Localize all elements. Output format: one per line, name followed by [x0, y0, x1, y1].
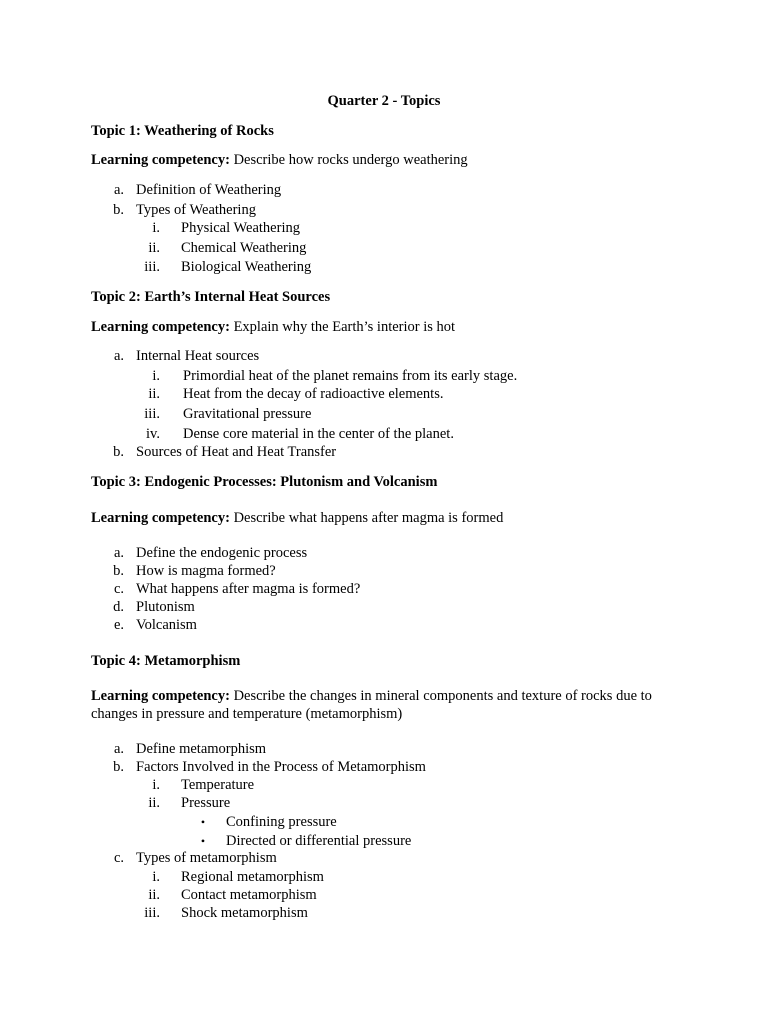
- competency-text: Describe how rocks undergo weathering: [233, 152, 468, 168]
- competency-label: Learning competency:: [91, 152, 230, 168]
- document-page: Quarter 2 - Topics Topic 1: Weathering of Rocks Learning competency: Describe how rocks undergo weathering a. Definition of Weathering b. Types of Weathering i. Physical Weathering ii. Chemical Weathering iii. Biological Weathering Topic 2: Earth’s Internal Heat Sources Learning competency: Explain why the Earth’s interior is hot a. Internal Heat sources i. Primordial heat of the planet remains from its early stage. ii. Heat from the decay of radioactive elements. iii. Gravitational pressure iv. Dense core material in the center of the planet. b. Sources of Heat and Heat Transfer Topic 3: Endogenic Processes: Plutonism and Volcanism Learning competency: Describe what happens after magma is formed a. Define the endogenic process b. How is magma formed? c. What happens after magma is formed? d. Plutonism e. Volcanism Topic 4: Metamorphism Learning competency: Describe the changes in mineral components and texture of rocks due to changes in pressure and temperature (metamorphism) a. Define metamorphism b. Factors Involved in the Process of Metamorphism i. Temperature ii. Pressure • Confining pressure • Directed or differential pressure c. Types of metamorphism i. Regional metamorphism ii. Contact metamorphism iii. Shock metamorphism: [0, 0, 768, 1024]
- topic-1-heading: Topic 1: Weathering of Rocks: [91, 123, 274, 139]
- topic-4-competency: [91, 687, 683, 723]
- competency-label: Learning competency:: [91, 510, 230, 526]
- topic-2-heading: Topic 2: Earth’s Internal Heat Sources: [91, 289, 331, 305]
- topic-2-competency: [91, 318, 691, 336]
- competency-label: Learning competency:: [91, 688, 230, 704]
- bullet-icon: •: [200, 815, 206, 829]
- competency-label: Learning competency:: [91, 319, 230, 335]
- competency-text: Explain why the Earth’s interior is hot: [233, 319, 456, 335]
- topic-3-heading: Topic 3: Endogenic Processes: Plutonism and Volcanism: [91, 474, 438, 490]
- topic-3-competency: [91, 509, 691, 527]
- competency-text: Describe what happens after magma is formed: [233, 510, 504, 526]
- bullet-icon: •: [200, 834, 206, 848]
- page-title: Quarter 2 - Topics: [327, 93, 441, 109]
- topic-4-heading: Topic 4: Metamorphism: [91, 653, 241, 669]
- competency-text: Describe the changes in mineral components and texture of rocks due to changes in pressure and temperature (metamorphism): [91, 688, 652, 722]
- topic-1-competency: [91, 151, 691, 169]
